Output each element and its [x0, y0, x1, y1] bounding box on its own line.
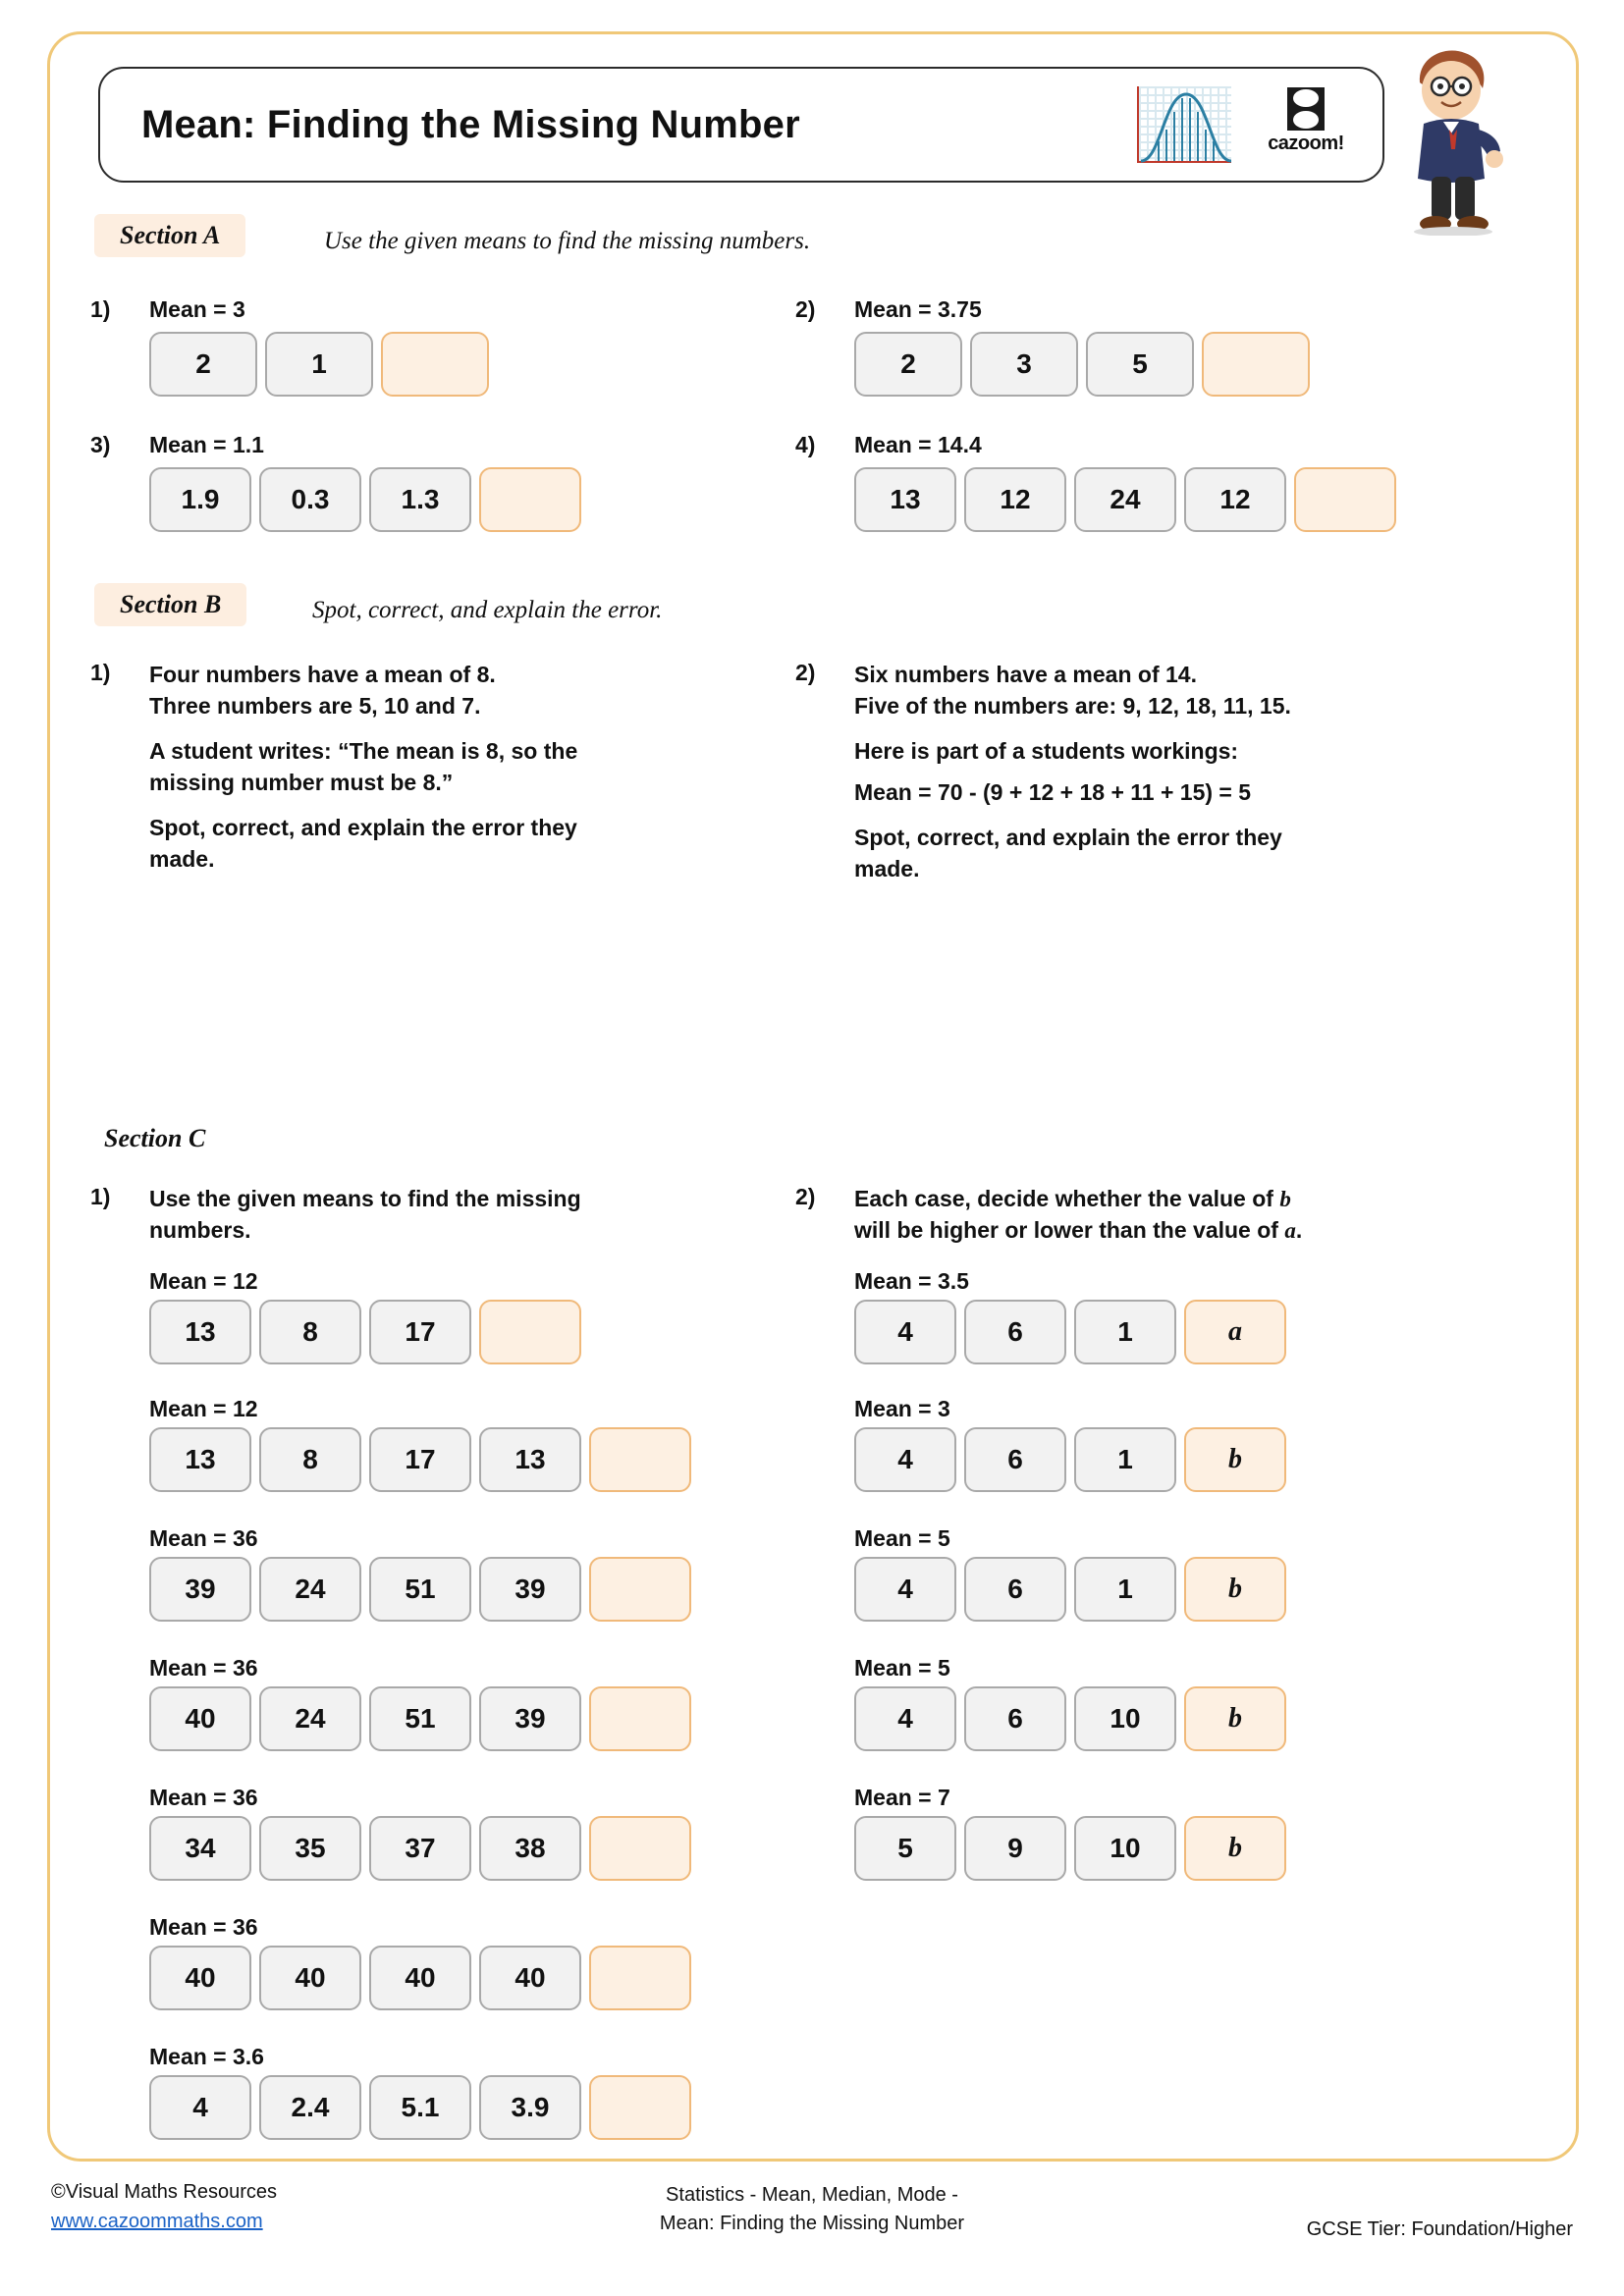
value-cell: 34 [149, 1816, 251, 1881]
mean-label-c1-r6: Mean = 36 [149, 1914, 258, 1940]
question-text-b1-line2: Three numbers are 5, 10 and 7. [149, 693, 481, 719]
question-number-c2: 2) [795, 1184, 816, 1209]
mean-label-c1-r3: Mean = 36 [149, 1525, 258, 1551]
mean-label-a4: Mean = 14.4 [854, 432, 982, 457]
value-cell: 5 [1086, 332, 1194, 397]
value-cell: 37 [369, 1816, 471, 1881]
answer-row-a4 [854, 467, 1396, 532]
cazoom-wordmark: cazoom! [1268, 133, 1344, 154]
value-cell: 10 [1074, 1686, 1176, 1751]
answer-row-c1-r4 [149, 1686, 691, 1751]
value-cell: 35 [259, 1816, 361, 1881]
answer-row-c2-r5 [854, 1816, 1286, 1881]
question-text-b2-line6: made. [854, 856, 920, 881]
question-number-a1: 1) [90, 296, 111, 322]
value-cell: 4 [854, 1427, 956, 1492]
section-b-instruction: Spot, correct, and explain the error. [312, 597, 663, 623]
answer-box[interactable] [381, 332, 489, 397]
variable-box[interactable]: a [1184, 1300, 1286, 1364]
value-cell: 39 [479, 1686, 581, 1751]
question-number-b1: 1) [90, 660, 111, 685]
answer-box[interactable] [589, 1557, 691, 1622]
section-c-tag: Section C [94, 1117, 231, 1160]
question-text-b2-line5: Spot, correct, and explain the error they [854, 825, 1282, 850]
value-cell: 2.4 [259, 2075, 361, 2140]
value-cell: 6 [964, 1557, 1066, 1622]
question-text-b2-line3: Here is part of a students workings: [854, 738, 1239, 764]
value-cell: 1.3 [369, 467, 471, 532]
value-cell: 1.9 [149, 467, 251, 532]
variable-box[interactable]: b [1184, 1427, 1286, 1492]
page-title: Mean: Finding the Missing Number [141, 102, 800, 146]
footer-subject-line2: Mean: Finding the Missing Number [659, 2213, 965, 2234]
variable-box[interactable]: b [1184, 1686, 1286, 1751]
answer-box[interactable] [589, 1946, 691, 2010]
value-cell: 10 [1074, 1816, 1176, 1881]
footer-subject-line1: Statistics - Mean, Median, Mode - [666, 2184, 958, 2206]
mean-label-a1: Mean = 3 [149, 296, 245, 322]
answer-row-c2-r1 [854, 1300, 1286, 1364]
question-number-b2: 2) [795, 660, 816, 685]
answer-row-c1-r6 [149, 1946, 691, 2010]
value-cell: 17 [369, 1300, 471, 1364]
value-cell: 40 [149, 1686, 251, 1751]
section-a-tag: Section A [94, 214, 245, 257]
value-cell: 51 [369, 1686, 471, 1751]
question-text-b1-line5: Spot, correct, and explain the error they [149, 815, 577, 840]
cazoom-logo [1253, 86, 1359, 163]
question-text-b1-line4: missing number must be 8.” [149, 770, 454, 795]
value-cell: 40 [369, 1946, 471, 2010]
question-text-b2-line4: Mean = 70 - (9 + 12 + 18 + 11 + 15) = 5 [854, 779, 1252, 805]
answer-box[interactable] [589, 1427, 691, 1492]
question-text-b2-line2: Five of the numbers are: 9, 12, 18, 11, 15. [854, 693, 1291, 719]
mean-label-c2-r4: Mean = 5 [854, 1655, 950, 1681]
value-cell: 40 [149, 1946, 251, 2010]
value-cell: 1 [1074, 1300, 1176, 1364]
value-cell: 4 [854, 1557, 956, 1622]
question-number-a4: 4) [795, 432, 816, 457]
value-cell: 24 [259, 1557, 361, 1622]
mean-label-c2-r3: Mean = 5 [854, 1525, 950, 1551]
value-cell: 17 [369, 1427, 471, 1492]
question-text-b1-line6: made. [149, 846, 215, 872]
value-cell: 1 [1074, 1427, 1176, 1492]
value-cell: 4 [149, 2075, 251, 2140]
value-cell: 38 [479, 1816, 581, 1881]
value-cell: 2 [854, 332, 962, 397]
value-cell: 13 [854, 467, 956, 532]
value-cell: 39 [479, 1557, 581, 1622]
worksheet-title-box [98, 67, 1384, 183]
value-cell: 5.1 [369, 2075, 471, 2140]
mean-label-c2-r2: Mean = 3 [854, 1396, 950, 1421]
value-cell: 12 [1184, 467, 1286, 532]
answer-row-c1-r3 [149, 1557, 691, 1622]
value-cell: 40 [479, 1946, 581, 2010]
mean-label-a3: Mean = 1.1 [149, 432, 264, 457]
value-cell: 24 [1074, 467, 1176, 532]
question-text-c2-line2: will be higher or lower than the value of a. [854, 1217, 1303, 1243]
variable-box[interactable]: b [1184, 1816, 1286, 1881]
answer-row-c1-r1 [149, 1300, 581, 1364]
value-cell: 2 [149, 332, 257, 397]
answer-box[interactable] [1294, 467, 1396, 532]
cazoom-hourglass-icon [1287, 87, 1325, 131]
brand-logo [1137, 86, 1359, 163]
answer-row-c2-r2 [854, 1427, 1286, 1492]
answer-row-a3 [149, 467, 581, 532]
value-cell: 4 [854, 1300, 956, 1364]
footer-website-link[interactable]: www.cazoommaths.com [51, 2211, 263, 2232]
section-a-instruction: Use the given means to find the missing numbers. [324, 228, 811, 254]
mean-label-c1-r5: Mean = 36 [149, 1785, 258, 1810]
answer-row-c2-r3 [854, 1557, 1286, 1622]
question-text-b1-line3: A student writes: “The mean is 8, so the [149, 738, 578, 764]
value-cell: 6 [964, 1427, 1066, 1492]
question-text-b1-line1: Four numbers have a mean of 8. [149, 662, 496, 687]
answer-box[interactable] [479, 467, 581, 532]
value-cell: 1 [265, 332, 373, 397]
value-cell: 13 [479, 1427, 581, 1492]
question-number-c1: 1) [90, 1184, 111, 1209]
answer-box[interactable] [589, 1686, 691, 1751]
answer-box[interactable] [479, 1300, 581, 1364]
mean-label-c1-r2: Mean = 12 [149, 1396, 258, 1421]
value-cell: 9 [964, 1816, 1066, 1881]
mean-label-c1-r4: Mean = 36 [149, 1655, 258, 1681]
answer-row-c1-r2 [149, 1427, 691, 1492]
answer-row-c1-r7 [149, 2075, 691, 2140]
value-cell: 13 [149, 1427, 251, 1492]
mean-label-c1-r1: Mean = 12 [149, 1268, 258, 1294]
question-text-c1-line1: Use the given means to find the missing [149, 1186, 581, 1211]
mean-label-c2-r1: Mean = 3.5 [854, 1268, 969, 1294]
value-cell: 8 [259, 1300, 361, 1364]
answer-row-c1-r5 [149, 1816, 691, 1881]
value-cell: 24 [259, 1686, 361, 1751]
footer-tier: GCSE Tier: Foundation/Higher [1306, 2218, 1573, 2240]
value-cell: 51 [369, 1557, 471, 1622]
student-mascot-icon [1384, 39, 1522, 236]
answer-box[interactable] [589, 1816, 691, 1881]
value-cell: 4 [854, 1686, 956, 1751]
footer-copyright: ©Visual Maths Resources [51, 2181, 278, 2203]
question-number-a3: 3) [90, 432, 111, 457]
value-cell: 1 [1074, 1557, 1176, 1622]
value-cell: 3 [970, 332, 1078, 397]
answer-box[interactable] [1202, 332, 1310, 397]
question-text-c1-line2: numbers. [149, 1217, 251, 1243]
value-cell: 6 [964, 1300, 1066, 1364]
answer-row-a2 [854, 332, 1310, 397]
answer-row-c2-r4 [854, 1686, 1286, 1751]
value-cell: 40 [259, 1946, 361, 2010]
value-cell: 12 [964, 467, 1066, 532]
value-cell: 8 [259, 1427, 361, 1492]
answer-row-a1 [149, 332, 489, 397]
value-cell: 39 [149, 1557, 251, 1622]
question-number-a2: 2) [795, 296, 816, 322]
question-text-b2-line1: Six numbers have a mean of 14. [854, 662, 1197, 687]
mean-label-c2-r5: Mean = 7 [854, 1785, 950, 1810]
question-text-c2-line1: Each case, decide whether the value of b [854, 1186, 1291, 1211]
value-cell: 13 [149, 1300, 251, 1364]
mean-label-c1-r7: Mean = 3.6 [149, 2044, 264, 2069]
mean-label-a2: Mean = 3.75 [854, 296, 982, 322]
variable-box[interactable]: b [1184, 1557, 1286, 1622]
value-cell: 6 [964, 1686, 1066, 1751]
value-cell: 3.9 [479, 2075, 581, 2140]
section-b-tag: Section B [94, 583, 246, 626]
value-cell: 5 [854, 1816, 956, 1881]
answer-box[interactable] [589, 2075, 691, 2140]
normal-distribution-icon [1137, 86, 1231, 163]
value-cell: 0.3 [259, 467, 361, 532]
